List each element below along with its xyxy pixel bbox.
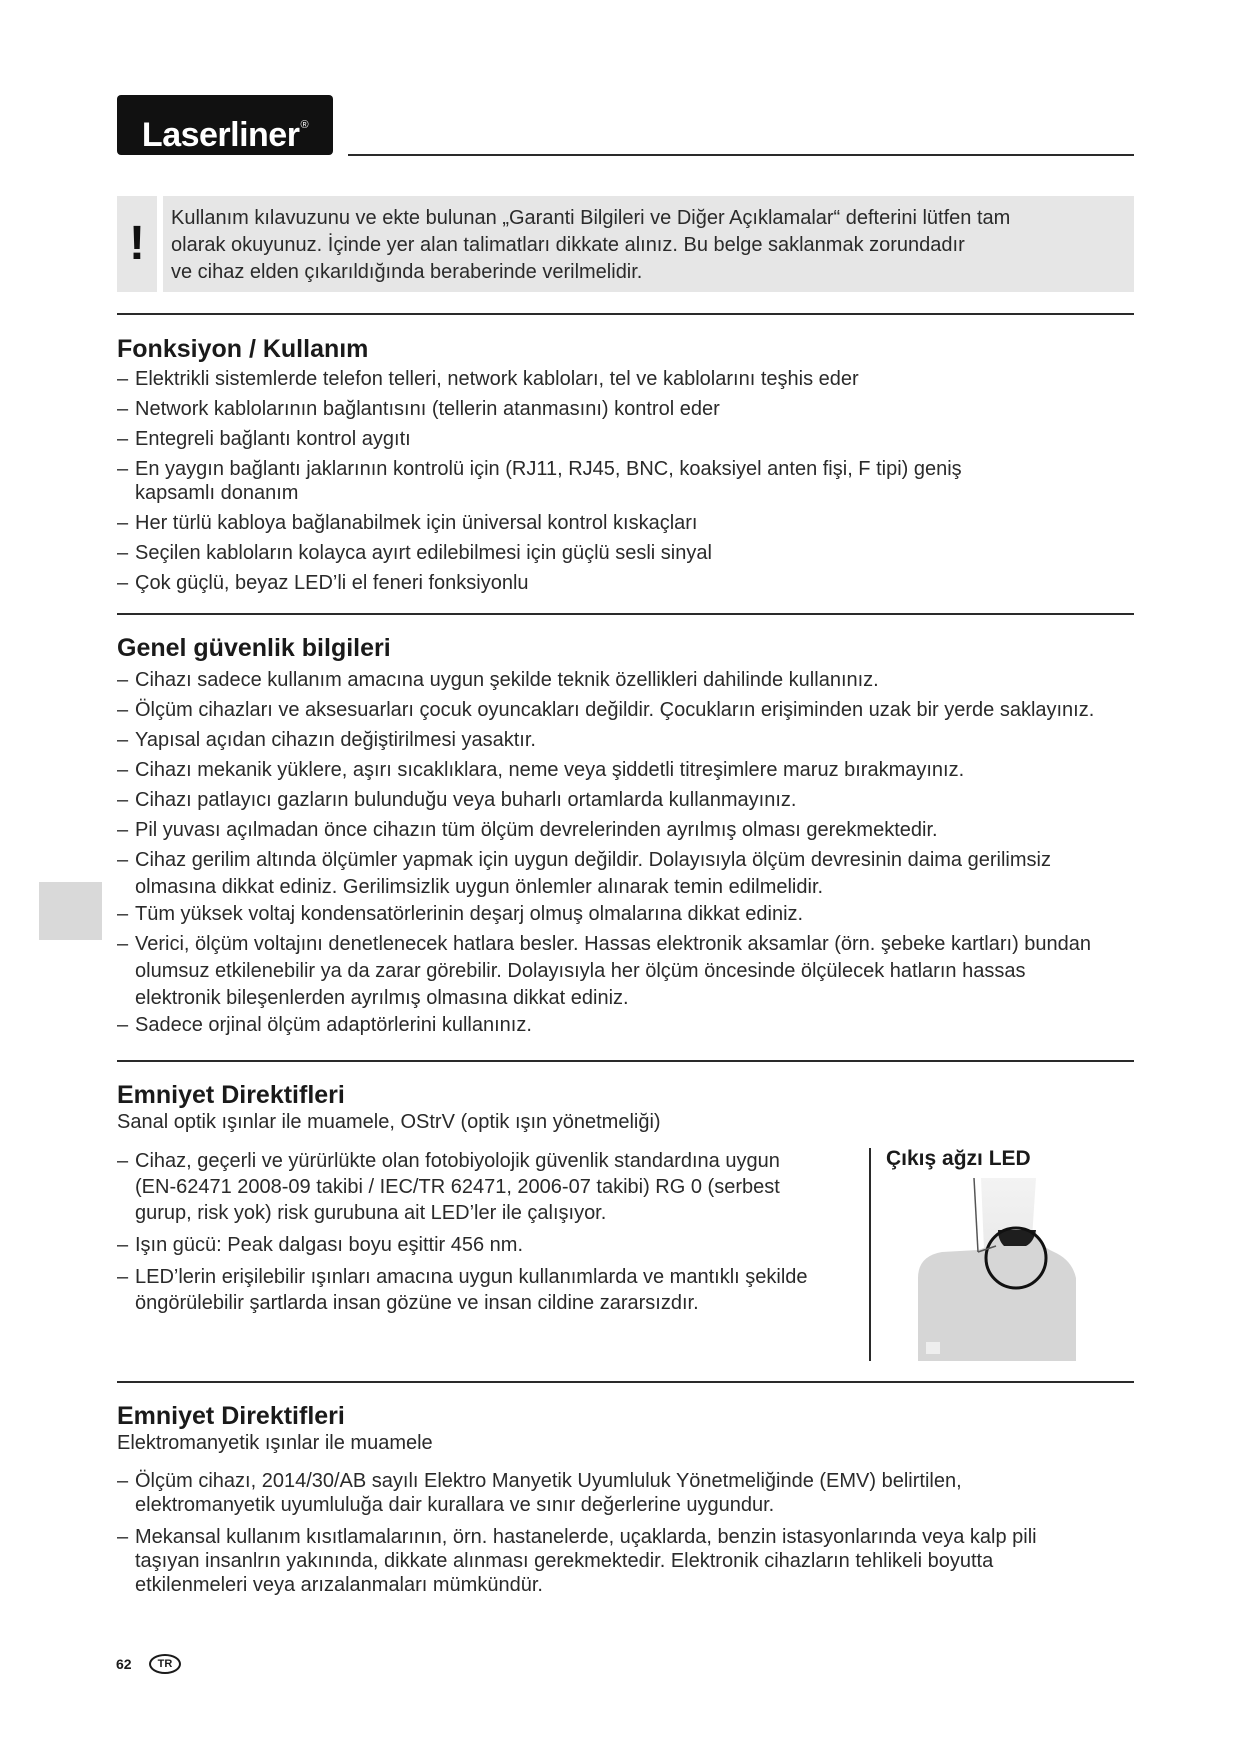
- list-item: – Tüm yüksek voltaj kondensatörlerinin deşarj olmuş olmalarına dikkat ediniz.: [117, 901, 1137, 928]
- list-item: – Pil yuvası açılmadan önce cihazın tüm ölçüm devrelerinden ayrılmış olması gerekmektedir.: [117, 817, 1137, 844]
- led-figure-caption: Çıkış ağzı LED: [886, 1147, 1031, 1170]
- list-item: – Seçilen kabloların kolayca ayırt edilebilmesi için güçlü sesli sinyal: [117, 541, 1127, 565]
- led-outlet-illustration: [886, 1178, 1134, 1361]
- warning-icon: !: [117, 196, 157, 292]
- registered-mark: ®: [300, 119, 309, 131]
- section-divider: [117, 1381, 1134, 1383]
- list-item: – Sadece orjinal ölçüm adaptörlerini kullanınız.: [117, 1012, 1137, 1039]
- section-divider: [117, 1060, 1134, 1062]
- notice-line: olarak okuyunuz. İçinde yer alan talimatları dikkate alınız. Bu belge saklanmak zorundadır: [171, 234, 965, 256]
- function-title: Fonksiyon / Kullanım: [117, 335, 369, 363]
- list-item: – Entegreli bağlantı kontrol aygıtı: [117, 427, 1127, 451]
- list-item: – Verici, ölçüm voltajını denetlenecek hatlara besler. Hassas elektronik aksamlar (örn. şebeke kartları) bundan olumsuz etkilenebilir ya da zarar görebilir. Dolayısıyla her ölçüm öncesinde ölçülecek hatların hassas elektronik bileşenlerden ayrılmış olmasına dikkat ediniz.: [117, 931, 1115, 1012]
- list-item: – Network kablolarının bağlantısını (tellerin atanmasını) kontrol eder: [117, 397, 1127, 421]
- safety-list: [117, 667, 1137, 1042]
- list-item: – Çok güçlü, beyaz LED’li el feneri fonksiyonlu: [117, 571, 1127, 595]
- list-item: – Cihazı patlayıcı gazların bulunduğu veya buharlı ortamlarda kullanmayınız.: [117, 787, 1137, 814]
- emc-subtitle: Elektromanyetik ışınlar ile muamele: [117, 1432, 433, 1454]
- header-rule: [348, 154, 1134, 156]
- function-list: [117, 367, 1127, 601]
- notice-line: ve cihaz elden çıkarıldığında beraberinde verilmelidir.: [171, 261, 643, 283]
- list-item: – En yaygın bağlantı jaklarının kontrolü için (RJ11, RJ45, BNC, koaksiyel anten fişi, F tipi) geniş kapsamlı donanım: [117, 457, 1015, 505]
- list-item: – Mekansal kullanım kısıtlamalarının, örn. hastanelerde, uçaklarda, benzin istasyonlarında veya kalp pili taşıyan insanlrın yakınında, dikkate alınması gerekmektedir. Elektronik cihazların tehlikeli boyutta etkilenmeleri veya arızalanmaları mümkündür.: [117, 1525, 1095, 1597]
- brand-logo: [117, 95, 333, 155]
- brand-name: Laserliner: [141, 116, 300, 154]
- list-item: – Cihazı sadece kullanım amacına uygun şekilde teknik özellikleri dahilinde kullanınız.: [117, 667, 1137, 694]
- section-divider: [117, 613, 1134, 615]
- list-item: – Cihaz gerilim altında ölçümler yapmak için uygun değildir. Dolayısıyla ölçüm devresinin daima gerilimsiz olmasına dikkat ediniz. Gerilimsizlik uygun önlemler alınarak temin edilmelidir.: [117, 847, 1065, 901]
- language-badge: TR: [149, 1654, 181, 1674]
- safety-title: Genel güvenlik bilgileri: [117, 634, 391, 662]
- list-item: – Cihazı mekanik yüklere, aşırı sıcaklıklara, neme veya şiddetli titreşimlere maruz bırakmayınız.: [117, 757, 1137, 784]
- page-number: 62: [116, 1656, 132, 1672]
- list-item: – Ölçüm cihazı, 2014/30/AB sayılı Elektro Manyetik Uyumluluk Yönetmeliğinde (EMV) belirtilen, elektromanyetik uyumluluğa dair kurallara ve sınır değerlerine uygundur.: [117, 1469, 1060, 1517]
- figure-divider: [869, 1148, 871, 1361]
- optical-subtitle: Sanal optik ışınlar ile muamele, OStrV (optik ışın yönetmeliği): [117, 1111, 661, 1133]
- list-item: – Ölçüm cihazları ve aksesuarları çocuk oyuncakları değildir. Çocukların erişiminden uzak bir yerde saklayınız.: [117, 697, 1137, 724]
- section-divider: [117, 313, 1134, 315]
- emc-title: Emniyet Direktifleri: [117, 1402, 345, 1430]
- list-item: – Elektrikli sistemlerde telefon telleri, network kabloları, tel ve kablolarını teşhis eder: [117, 367, 1127, 391]
- list-item: – Işın gücü: Peak dalgası boyu eşittir 456 nm.: [117, 1232, 857, 1258]
- optical-title: Emniyet Direktifleri: [117, 1081, 345, 1109]
- optical-list: [117, 1148, 857, 1322]
- list-item: – Her türlü kabloya bağlanabilmek için üniversal kontrol kıskaçları: [117, 511, 1127, 535]
- notice-line: Kullanım kılavuzunu ve ekte bulunan „Garanti Bilgileri ve Diğer Açıklamalar“ defterini lütfen tam: [171, 207, 1011, 229]
- list-item: – Cihaz, geçerli ve yürürlükte olan fotobiyolojik güvenlik standardına uygun (EN-62471 2008-09 takibi / IEC/TR 62471, 2006-07 takibi) RG 0 (serbest gurup, risk yok) risk gurubuna ait LED’ler ile çalışıyor.: [117, 1148, 820, 1226]
- list-item: – LED’lerin erişilebilir ışınları amacına uygun kullanımlarda ve mantıklı şekilde öngörülebilir şartlarda insan gözüne ve insan cildine zararsızdır.: [117, 1264, 875, 1316]
- notice-box: [163, 196, 1134, 292]
- emc-list: [117, 1469, 1127, 1605]
- list-item: – Yapısal açıdan cihazın değiştirilmesi yasaktır.: [117, 727, 1137, 754]
- side-tab: [39, 882, 102, 940]
